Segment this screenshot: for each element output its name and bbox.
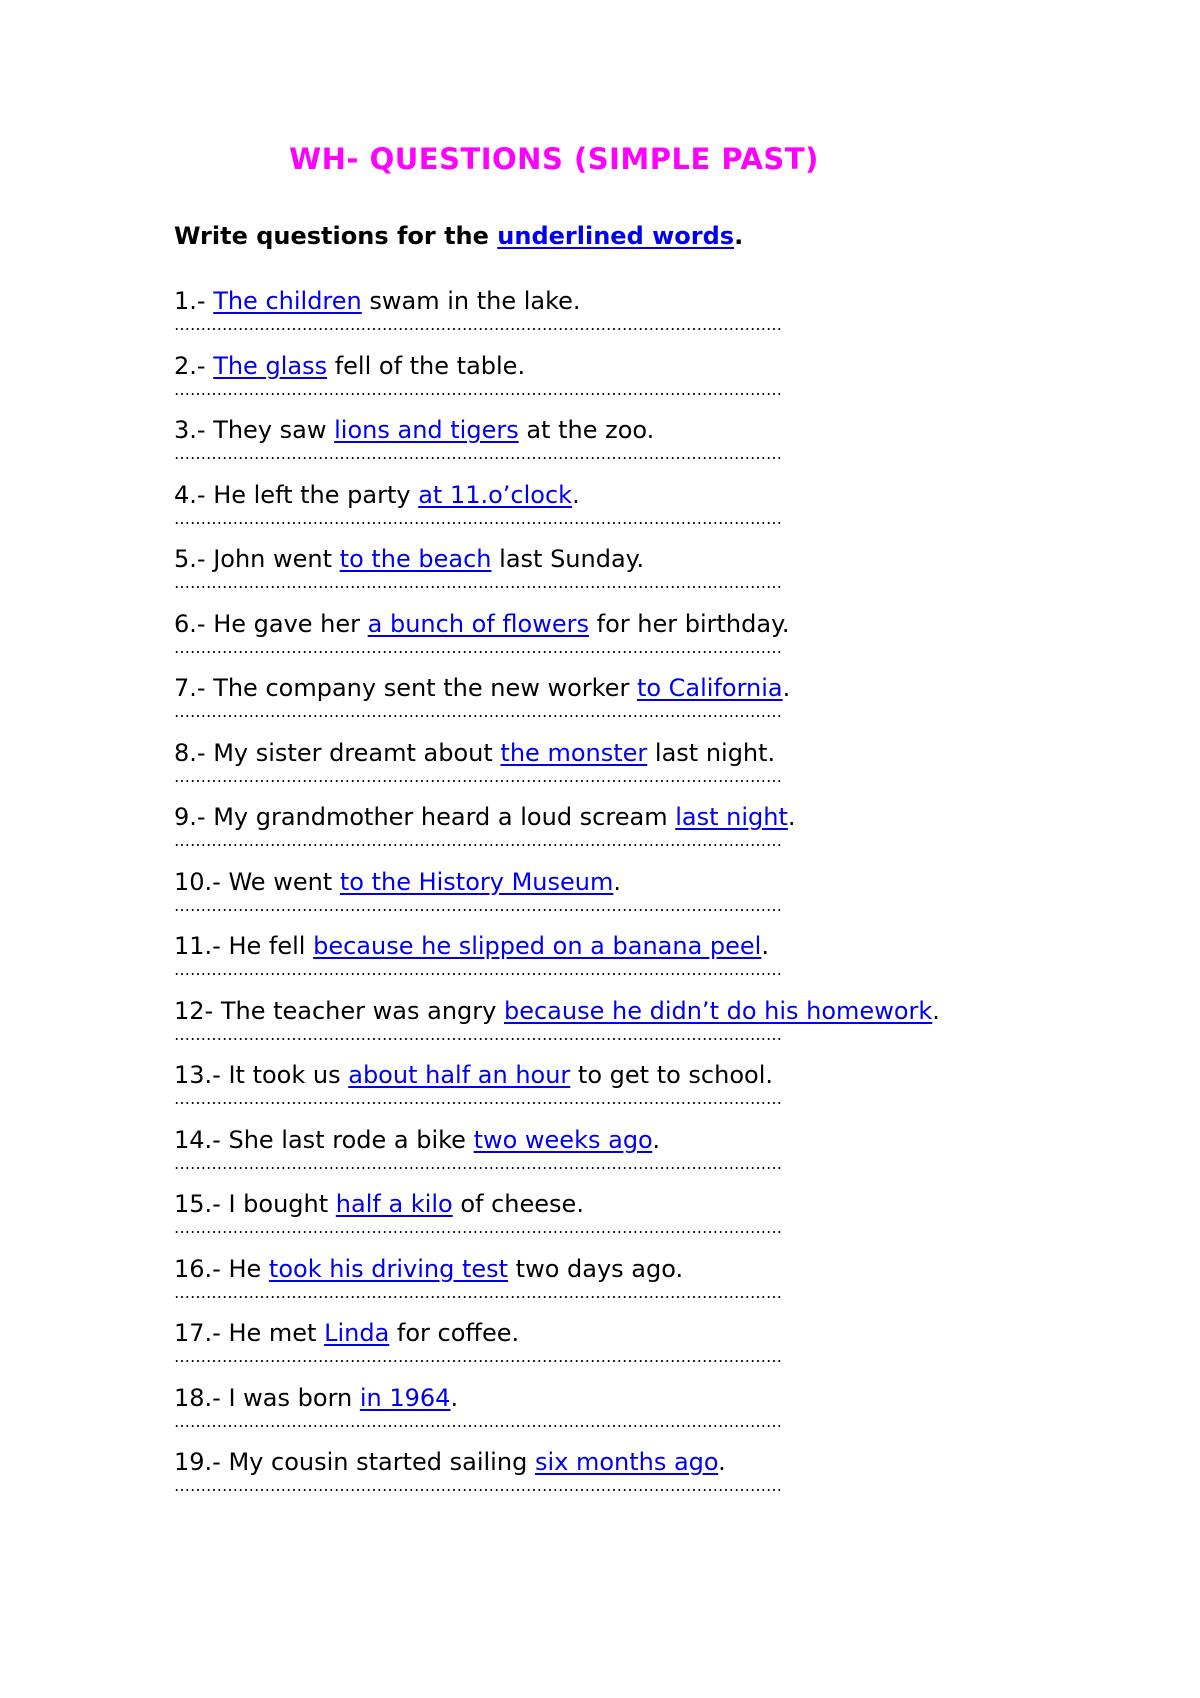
question-number: 15.- (174, 1190, 229, 1218)
sentence-text-before: He gave her (213, 609, 368, 638)
answer-line[interactable]: …………………………………………………………………………………………………… (174, 1089, 782, 1108)
answer-line[interactable]: …………………………………………………………………………………………………… (174, 766, 782, 786)
question-sentence (174, 414, 654, 446)
answer-line[interactable]: …………………………………………………………………………………………………… (174, 1476, 782, 1495)
answer-line[interactable]: …………………………………………………………………………………………………… (174, 315, 782, 334)
question-sentence (174, 866, 621, 898)
question-sentence (174, 930, 769, 962)
sentence-text-before: He fell (228, 932, 314, 960)
sentence-text-before: John went (213, 545, 340, 573)
underlined-words: because he slipped on a banana peel (313, 932, 762, 960)
answer-line[interactable]: …………………………………………………………………………………………………… (174, 831, 782, 850)
underlined-words: because he didn’t do his homework (503, 996, 933, 1025)
question-sentence (174, 608, 789, 640)
page-title: WH- QUESTIONS (SIMPLE PAST) (289, 142, 819, 176)
question-item (174, 1317, 1074, 1382)
sentence-text-after: last Sunday. (491, 545, 645, 573)
underlined-words: The children (213, 287, 362, 315)
question-number: 9.- (174, 803, 214, 831)
sentence-text-after: . (652, 1125, 660, 1154)
question-item (174, 414, 1074, 479)
sentence-text-after: . (718, 1448, 726, 1476)
sentence-text-after: . (572, 480, 580, 509)
sentence-text-before: The company sent the new worker (213, 674, 637, 702)
question-number: 11.- (174, 932, 229, 960)
question-number: 3.- (174, 416, 214, 444)
question-number: 16.- (174, 1254, 229, 1283)
question-number: 6.- (174, 609, 214, 638)
underlined-words: about half an hour (348, 1061, 571, 1089)
underlined-words: to California (636, 674, 783, 702)
sentence-text-before: I was born (228, 1383, 360, 1412)
sentence-text-after: fell of the table. (327, 351, 526, 380)
question-item (174, 1253, 1074, 1318)
sentence-text-after: . (450, 1383, 459, 1412)
question-number: 5.- (174, 545, 214, 573)
question-number: 19.- (174, 1448, 229, 1476)
sentence-text-before: My sister dreamt about (213, 738, 501, 767)
answer-line[interactable]: …………………………………………………………………………………………………… (174, 1153, 782, 1173)
instruction-highlight: underlined words (497, 222, 735, 250)
sentence-text-after: swam in the lake. (361, 287, 581, 315)
question-number: 13.- (174, 1061, 229, 1089)
underlined-words: the monster (500, 738, 648, 767)
question-number: 4.- (174, 480, 214, 509)
underlined-words: a bunch of flowers (367, 609, 589, 638)
question-item (174, 995, 1074, 1060)
underlined-words: at 11.o’clock (418, 480, 573, 509)
sentence-text-after: to get to school. (570, 1061, 773, 1089)
sentence-text-before: He (228, 1254, 269, 1283)
question-sentence (174, 1124, 660, 1156)
question-sentence (174, 1188, 584, 1220)
answer-line[interactable]: …………………………………………………………………………………………………… (174, 444, 782, 463)
question-item (174, 350, 1074, 415)
sentence-text-after: last night. (647, 738, 776, 767)
sentence-text-after: for coffee. (389, 1319, 520, 1347)
answer-line[interactable]: …………………………………………………………………………………………………… (174, 1282, 782, 1302)
sentence-text-before: He left the party (213, 480, 419, 509)
underlined-words: Linda (324, 1319, 390, 1347)
question-number: 14.- (174, 1125, 229, 1154)
question-sentence (174, 801, 796, 833)
sentence-text-after: . (932, 996, 940, 1025)
answer-line[interactable]: …………………………………………………………………………………………………… (174, 379, 782, 399)
question-number: 12- (174, 996, 221, 1025)
question-number: 10.- (174, 867, 229, 896)
question-item (174, 737, 1074, 802)
answer-line[interactable]: …………………………………………………………………………………………………… (174, 960, 782, 979)
instruction (174, 222, 743, 250)
sentence-text-after: for her birthday. (589, 609, 790, 638)
answer-line[interactable]: …………………………………………………………………………………………………… (174, 702, 782, 721)
question-item (174, 1124, 1074, 1189)
answer-line[interactable]: …………………………………………………………………………………………………… (174, 1411, 782, 1431)
sentence-text-before: They saw (213, 416, 335, 444)
question-sentence (174, 350, 525, 382)
question-item (174, 1188, 1074, 1253)
question-sentence (174, 1317, 519, 1349)
question-item (174, 930, 1074, 995)
sentence-text-after: of cheese. (452, 1190, 584, 1218)
underlined-words: The glass (213, 351, 328, 380)
question-sentence (174, 1382, 458, 1414)
question-number: 8.- (174, 738, 214, 767)
sentence-text-after: . (787, 803, 796, 831)
answer-line[interactable]: …………………………………………………………………………………………………… (174, 508, 782, 528)
underlined-words: two weeks ago (473, 1125, 653, 1154)
answer-line[interactable]: …………………………………………………………………………………………………… (174, 1218, 782, 1237)
answer-line[interactable]: …………………………………………………………………………………………………… (174, 573, 782, 592)
sentence-text-before: He met (228, 1319, 325, 1347)
sentence-text-after: two days ago. (508, 1254, 684, 1283)
question-sentence (174, 1446, 726, 1478)
underlined-words: to the beach (339, 545, 492, 573)
sentence-text-before: We went (228, 867, 340, 896)
underlined-words: took his driving test (268, 1254, 509, 1283)
question-item (174, 1446, 1074, 1511)
question-number: 17.- (174, 1319, 229, 1347)
question-sentence (174, 285, 581, 317)
sentence-text-before: My grandmother heard a loud scream (213, 803, 676, 831)
question-sentence (174, 543, 644, 575)
question-sentence (174, 1059, 773, 1091)
question-item (174, 608, 1074, 673)
question-number: 18.- (174, 1383, 229, 1412)
underlined-words: lions and tigers (334, 416, 519, 444)
question-number: 7.- (174, 674, 214, 702)
underlined-words: in 1964 (359, 1383, 451, 1412)
question-item (174, 479, 1074, 544)
question-number: 1.- (174, 287, 214, 315)
underlined-words: half a kilo (335, 1190, 453, 1218)
underlined-words: to the History Museum (339, 867, 614, 896)
question-item (174, 1382, 1074, 1447)
sentence-text-after: . (782, 674, 791, 702)
underlined-words: last night (675, 803, 788, 831)
sentence-text-after: at the zoo. (518, 416, 655, 444)
question-item (174, 1059, 1074, 1124)
question-sentence (174, 672, 790, 704)
sentence-text-before: She last rode a bike (228, 1125, 474, 1154)
sentence-text-after: . (761, 932, 769, 960)
instruction-end: . (734, 222, 744, 250)
sentence-text-before: I bought (228, 1190, 336, 1218)
sentence-text-before: My cousin started sailing (228, 1448, 535, 1476)
answer-line[interactable]: …………………………………………………………………………………………………… (174, 1024, 782, 1044)
answer-line[interactable]: …………………………………………………………………………………………………… (174, 637, 782, 657)
answer-line[interactable]: …………………………………………………………………………………………………… (174, 895, 782, 915)
sentence-text-before: It took us (228, 1061, 349, 1089)
question-sentence (174, 1253, 683, 1285)
instruction-text: Write questions for the (174, 222, 498, 250)
question-list (174, 285, 1074, 1511)
question-item (174, 543, 1074, 608)
answer-line[interactable]: …………………………………………………………………………………………………… (174, 1347, 782, 1366)
sentence-text-after: . (613, 867, 622, 896)
sentence-text-before: The teacher was angry (220, 996, 504, 1025)
question-item (174, 866, 1074, 931)
question-item (174, 801, 1074, 866)
underlined-words: six months ago (534, 1448, 719, 1476)
question-sentence (174, 995, 940, 1027)
question-number: 2.- (174, 351, 214, 380)
question-item (174, 672, 1074, 737)
question-sentence (174, 737, 775, 769)
question-item (174, 285, 1074, 350)
question-sentence (174, 479, 580, 511)
